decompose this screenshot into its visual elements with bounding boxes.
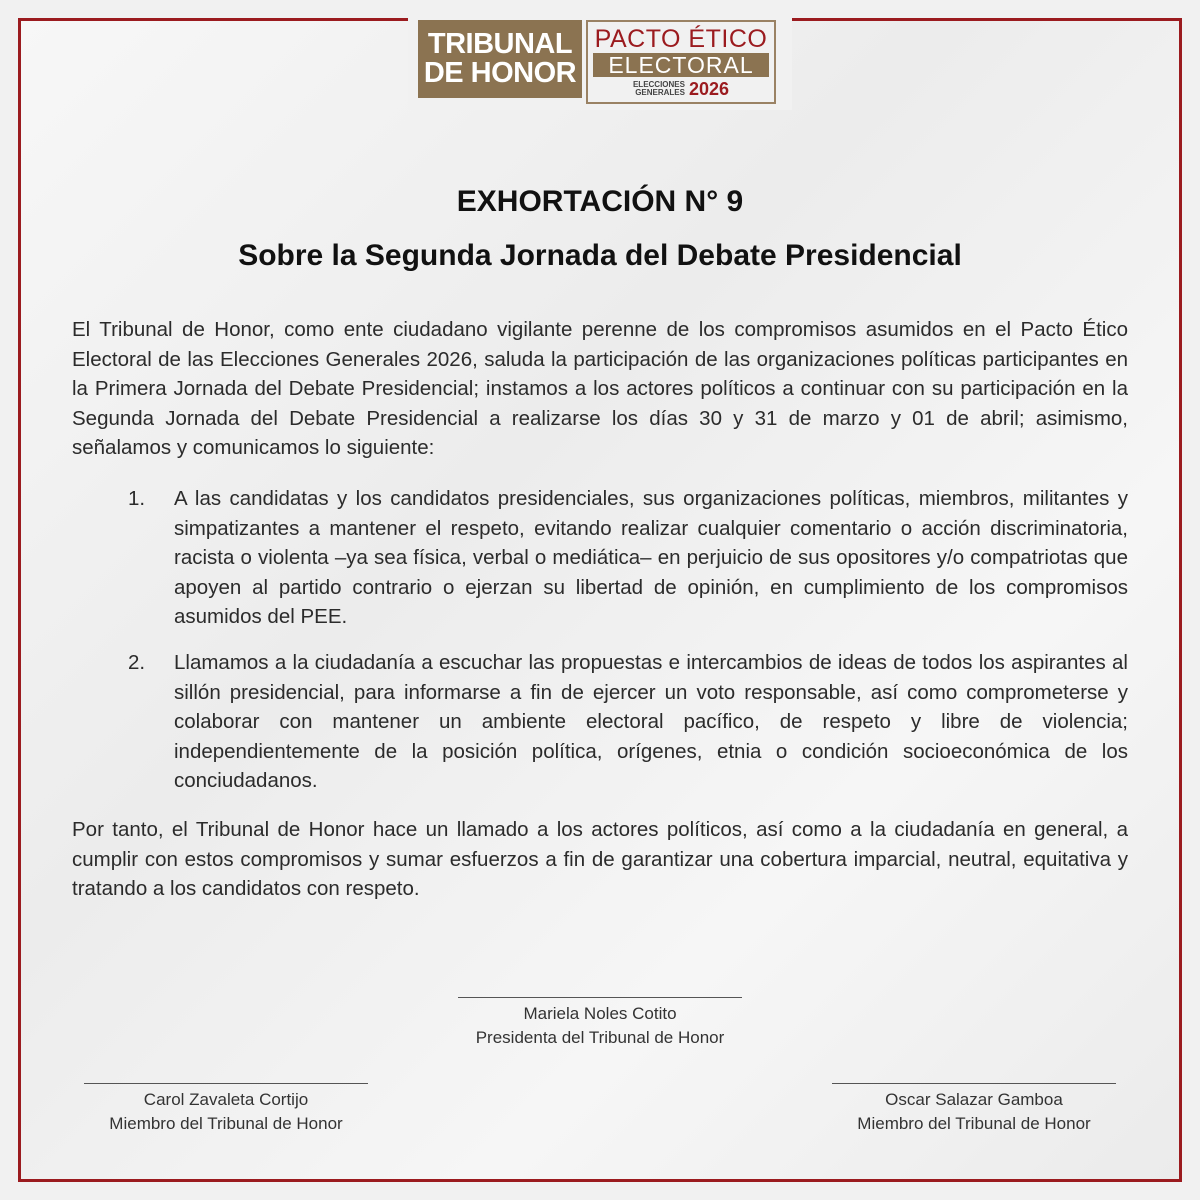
signature-line	[84, 1083, 368, 1084]
pacto-logo-line2: ELECTORAL	[593, 53, 769, 77]
tribunal-logo-line1: TRIBUNAL	[427, 28, 573, 60]
elecciones-label	[633, 81, 685, 97]
elecciones-line1: ELECCIONES	[632, 80, 685, 89]
tribunal-de-honor-logo	[418, 20, 582, 98]
signature-role: Miembro del Tribunal de Honor	[857, 1114, 1091, 1133]
tribunal-logo-line2: DE HONOR	[423, 57, 577, 89]
document-subtitle: Sobre la Segunda Jornada del Debate Presidencial	[238, 239, 962, 272]
list-item-text: Llamamos a la ciudadanía a escuchar las propuestas e intercambios de ideas de todos los aspirantes al sillón presidencial, para informarse a fin de ejercer un voto responsable, así como comprometerse y colaborar con mantener un ambiente electoral pacífico, de respeto y libre de violencia; independientemente de la posición política, orígenes, etnia o condición socioeconómica de los conciudadanos.	[174, 651, 1128, 792]
signature-name: Carol Zavaleta Cortijo	[143, 1090, 309, 1109]
elecciones-badge	[633, 80, 729, 98]
signature-role: Presidenta del Tribunal de Honor	[475, 1028, 725, 1047]
elecciones-line2: GENERALES	[635, 88, 685, 97]
signature-role: Miembro del Tribunal de Honor	[109, 1114, 343, 1133]
elecciones-year: 2026	[688, 79, 730, 99]
list-item-text: A las candidatas y los candidatos presidenciales, sus organizaciones políticas, miembros, militantes y simpatizantes a mantener el respeto, evitando realizar cualquier comentario o acción discriminatoria, racista o violenta –ya sea física, verbal o mediática– en perjuicio de sus opositores y/o compatriotas que apoyen al partido contrario o ejerzan su libertad de opinión, en cumplimiento de los compromisos asumidos del PEE.	[174, 487, 1128, 628]
signature-member-left	[26, 1083, 426, 1136]
signature-line	[832, 1083, 1116, 1084]
list-item-number: 2.	[128, 651, 146, 674]
list-item-number: 1.	[128, 487, 146, 510]
signature-president	[400, 997, 800, 1050]
signature-line	[458, 997, 742, 998]
signature-name: Oscar Salazar Gamboa	[885, 1090, 1063, 1109]
closing-paragraph: Por tanto, el Tribunal de Honor hace un llamado a los actores políticos, así como a la ciudadanía en general, a cumplir con estos compromisos y sumar esfuerzos a fin de garantizar una cobertura imparcial, neutral, equitativa y tratando a los candidatos con respeto.	[72, 818, 1128, 900]
intro-paragraph: El Tribunal de Honor, como ente ciudadano vigilante perenne de los compromisos asumidos en el Pacto Ético Electoral de las Elecciones Generales 2026, saluda la participación de las organizaciones políticas participantes en la Primera Jornada del Debate Presidencial; instamos a los actores políticos a continuar con su participación en la Segunda Jornada del Debate Presidencial a realizarse los días 30 y 31 de marzo y 01 de abril; asimismo, señalamos y comunicamos lo siguiente:	[72, 318, 1128, 459]
pacto-etico-logo	[586, 20, 776, 104]
document-title: EXHORTACIÓN N° 9	[456, 185, 744, 218]
signature-name: Mariela Noles Cotito	[523, 1004, 677, 1023]
signature-member-right	[774, 1083, 1174, 1136]
pacto-logo-line1: PACTO ÉTICO	[594, 25, 768, 53]
